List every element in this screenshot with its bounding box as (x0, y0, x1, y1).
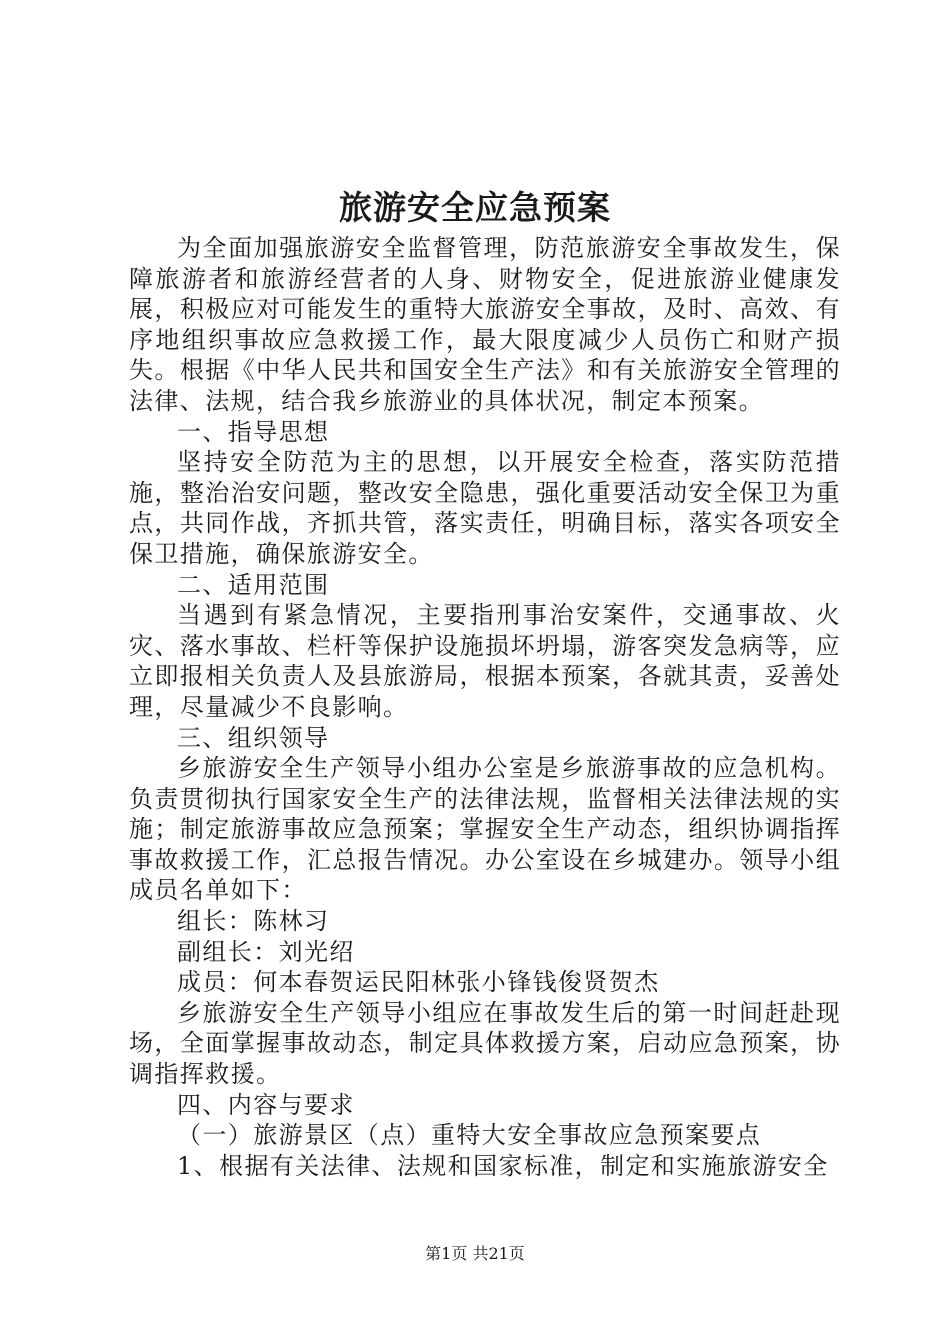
page-footer: 第1页 共21页 (425, 1244, 525, 1263)
paragraph-item-1: 1、根据有关法律、法规和国家标准，制定和实施旅游安全 (177, 1151, 829, 1180)
member-deputy-leader: 副组长：刘光绍 (177, 937, 355, 966)
member-leader: 组长：陈林习 (177, 907, 330, 936)
section-heading-organization: 三、组织领导 (177, 723, 330, 752)
section-heading-scope: 二、适用范围 (177, 570, 330, 599)
paragraph-intro: 为全面加强旅游安全监督管理，防范旅游安全事故发生，保障旅游者和旅游经营者的人身、财物安全，促进旅游业健康发展，积极应对可能发生的重特大旅游安全事故，及时、高效、有序地组织事故应急救援工作，最大限度减少人员伤亡和财产损失。根据《中华人民共和国安全生产法》和有关旅游安全管理的法律、法规，结合我乡旅游业的具体状况，制定本预案。 (129, 234, 841, 415)
subsection-heading-scenic: （一）旅游景区（点）重特大安全事故应急预案要点 (177, 1121, 762, 1150)
paragraph-guiding-ideology: 坚持安全防范为主的思想，以开展安全检查，落实防范措施，整治治安问题，整改安全隐患，强化重要活动安全保卫为重点，共同作战，齐抓共管，落实责任，明确目标，落实各项安全保卫措施，确保旅游安全。 (129, 448, 841, 568)
section-heading-content: 四、内容与要求 (177, 1090, 355, 1119)
section-heading-guiding-ideology: 一、指导思想 (177, 417, 330, 446)
paragraph-response: 乡旅游安全生产领导小组应在事故发生后的第一时间赶赴现场，全面掌握事故动态，制定具体救援方案，启动应急预案，协调指挥救援。 (129, 998, 841, 1089)
paragraph-scope: 当遇到有紧急情况，主要指刑事治安案件，交通事故、火灾、落水事故、栏杆等保护设施损坏坍塌，游客突发急病等，应立即报相关负责人及县旅游局，根据本预案，各就其责，妥善处理，尽量减少不良影响。 (129, 601, 841, 721)
paragraph-organization: 乡旅游安全生产领导小组办公室是乡旅游事故的应急机构。负责贯彻执行国家安全生产的法律法规，监督相关法律法规的实施；制定旅游事故应急预案；掌握安全生产动态，组织协调指挥事故救援工作，汇总报告情况。办公室设在乡城建办。领导小组成员名单如下： (129, 754, 841, 905)
member-list: 成员：何本春贺运民阳林张小锋钱俊贤贺杰 (177, 968, 660, 997)
document-title: 旅游安全应急预案 (339, 188, 611, 227)
document-body (129, 233, 841, 1181)
